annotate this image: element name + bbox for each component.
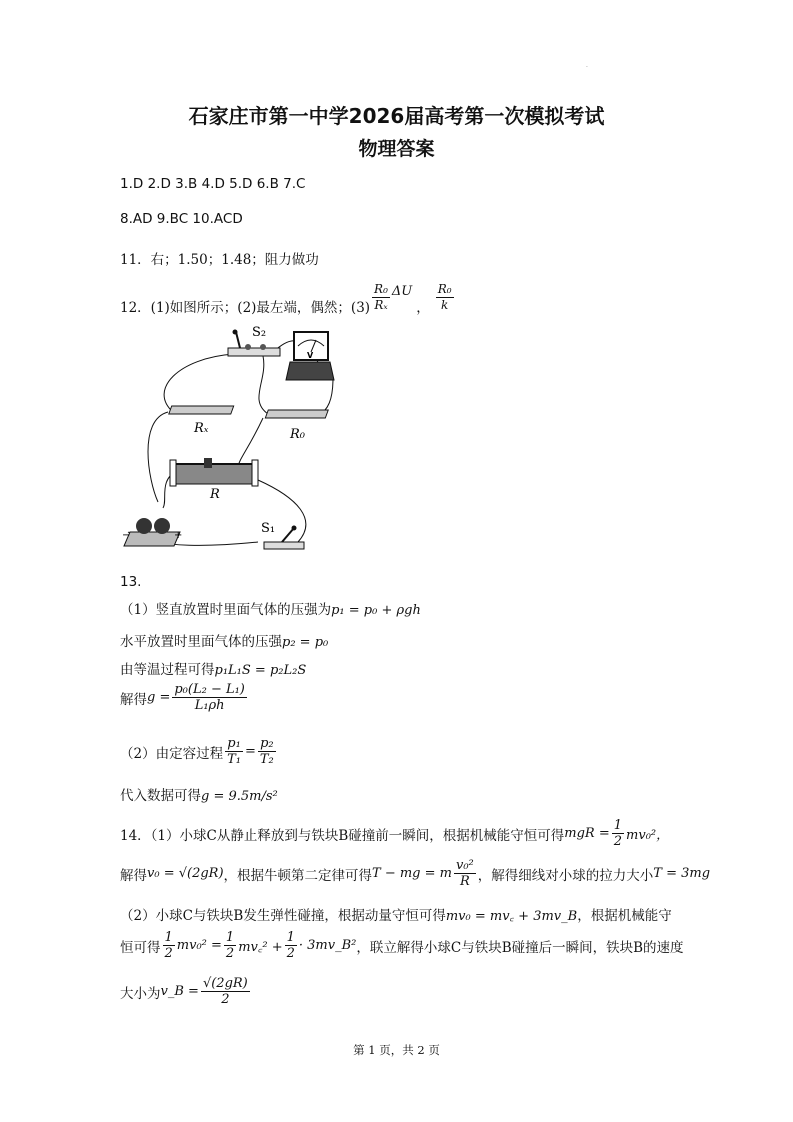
equation: T − mg = m xyxy=(372,866,452,881)
resistor-r0 xyxy=(265,410,328,442)
label-r: R xyxy=(210,487,220,502)
answer-12-sep: ， xyxy=(416,300,430,316)
fraction xyxy=(225,736,243,767)
circuit-diagram xyxy=(118,320,338,556)
wire xyxy=(238,418,263,468)
answer-12-fraction-1 xyxy=(372,282,390,313)
battery-cell xyxy=(154,518,170,534)
text: 恒可得 xyxy=(120,939,161,956)
switch-base xyxy=(228,348,280,356)
equation: mv₀²， xyxy=(626,828,670,843)
text: 由等温过程可得 xyxy=(120,662,215,678)
fraction-numerator: p₀(L₂ − L₁) xyxy=(174,682,245,697)
fraction-denominator: T₁ xyxy=(227,752,241,767)
equation: g = 9.5m/s² xyxy=(201,789,278,804)
page-footer: 第 1 页，共 2 页 xyxy=(353,1043,440,1057)
rheostat-r xyxy=(170,458,258,502)
fraction-numerator: p₂ xyxy=(258,736,276,752)
rheostat-slider xyxy=(204,458,212,468)
text: 解得 xyxy=(120,867,147,884)
answers-mc-2: 8.AD 9.BC 10.ACD xyxy=(120,211,243,227)
label-plus: + xyxy=(174,530,183,541)
fraction-numerator: 1 xyxy=(613,818,623,833)
label-s1: S₁ xyxy=(261,521,276,536)
text: 水平放置时里面气体的压强 xyxy=(120,634,282,650)
fraction xyxy=(285,930,297,961)
fraction-denominator: k xyxy=(441,297,449,312)
battery xyxy=(122,518,182,546)
fraction-denominator: 2 xyxy=(221,992,230,1007)
meter-base xyxy=(286,362,334,380)
q13-line-3 xyxy=(120,658,306,678)
equation: mgR = xyxy=(564,826,610,841)
fraction-numerator: R₀ xyxy=(437,281,452,296)
answer-11: 11．右；1.50；1.48；阻力做功 xyxy=(120,252,319,268)
rheostat-coil xyxy=(174,464,254,484)
fraction-denominator: 2 xyxy=(164,946,173,961)
text: 14．（1）小球C从静止释放到与铁块B碰撞前一瞬间，根据机械能守恒可得 xyxy=(120,827,565,844)
equation: v₀ = √(2gR) xyxy=(147,866,224,881)
switch-knob xyxy=(292,526,297,531)
voltmeter xyxy=(286,332,334,380)
answer-12-fraction-2 xyxy=(436,282,454,313)
equation: mv₀ = mv꜀ + 3mv_B xyxy=(445,909,578,924)
equation: p₁L₁S = p₂L₂S xyxy=(214,663,307,678)
q13-line-6 xyxy=(120,784,278,804)
answer-12-text: 12．(1)如图所示；(2)最左端，偶然；(3) xyxy=(120,300,371,316)
q13-line-1 xyxy=(120,598,421,618)
resistor-board xyxy=(169,406,234,414)
text: 解得 xyxy=(120,691,147,708)
wire xyxy=(164,354,234,412)
fraction-numerator: v₀² xyxy=(456,858,474,873)
q14-line-4 xyxy=(120,930,684,961)
q13-line-5 xyxy=(120,736,278,767)
switch-lever xyxy=(236,332,240,348)
text: ，联立解得小球C与铁块B碰撞后一瞬间，铁块B的速度 xyxy=(356,939,684,956)
fraction xyxy=(612,818,624,849)
q14-line-1 xyxy=(120,818,669,849)
fraction-numerator: R₀ xyxy=(374,281,388,296)
wire xyxy=(259,356,268,414)
page-title: 石家庄市第一中学2026届高考第一次模拟考试 xyxy=(188,104,605,128)
q14-line-5 xyxy=(120,976,252,1007)
fraction-denominator: Rₓ xyxy=(374,297,388,312)
fraction-denominator: 2 xyxy=(225,946,235,961)
fraction-denominator: T₂ xyxy=(259,752,274,767)
answer-12-delta-u: ΔU xyxy=(391,283,413,299)
equation: p₁ = p₀ + ρgh xyxy=(331,603,421,618)
rheostat-end xyxy=(252,460,258,486)
fraction-numerator: p₁ xyxy=(225,736,243,752)
label-minus: − xyxy=(122,530,131,541)
q13-line-4 xyxy=(120,682,249,713)
fraction-denominator: 2 xyxy=(286,946,295,961)
switch-base xyxy=(264,542,304,549)
text: 代入数据可得 xyxy=(120,788,201,804)
equation: g = xyxy=(147,690,171,705)
label-s2: S₂ xyxy=(252,325,267,340)
text: ，根据牛顿第二定律可得 xyxy=(223,867,373,884)
switch-s2 xyxy=(228,325,280,356)
switch-lever xyxy=(282,528,294,542)
resistor-rx xyxy=(169,406,234,436)
fraction-numerator: 1 xyxy=(286,930,295,945)
rheostat-end xyxy=(170,460,176,486)
fraction-numerator: √(2gR) xyxy=(202,976,248,991)
fraction xyxy=(172,682,247,713)
q14-line-3 xyxy=(120,904,672,924)
fraction-denominator: 2 xyxy=(613,834,623,849)
fraction-numerator: 1 xyxy=(164,930,173,945)
text: ，根据机械能守 xyxy=(577,908,672,924)
resistor-board xyxy=(265,410,328,418)
fraction-denominator: L₁ρh xyxy=(194,698,225,713)
equation: T = 3mg xyxy=(653,866,711,881)
text: （2）由定容过程 xyxy=(120,745,224,762)
text: （2）小球C与铁块B发生弹性碰撞，根据动量守恒可得 xyxy=(120,908,446,924)
switch-knob xyxy=(233,330,238,335)
fraction xyxy=(163,930,175,961)
fraction xyxy=(201,976,250,1007)
terminal xyxy=(260,344,266,350)
answers-mc-1: 1.D 2.D 3.B 4.D 5.D 6.B 7.C xyxy=(120,176,306,192)
corner-dot: · xyxy=(586,64,588,71)
equals: = xyxy=(244,744,256,759)
battery-cell xyxy=(136,518,152,534)
label-r0: R₀ xyxy=(290,427,305,442)
page-subtitle: 物理答案 xyxy=(358,138,435,160)
switch-s1 xyxy=(261,521,304,549)
question-13-head: 13. xyxy=(120,574,142,590)
equation: p₂ = p₀ xyxy=(282,635,329,650)
equation: v_B = xyxy=(160,984,199,999)
text: ，解得细线对小球的拉力大小 xyxy=(477,867,654,884)
fraction xyxy=(224,930,236,961)
fraction-denominator: R xyxy=(459,874,470,889)
equation: mv₀² = xyxy=(176,938,222,953)
terminal xyxy=(245,344,251,350)
q13-line-2 xyxy=(120,630,328,650)
answer-12 xyxy=(120,278,456,316)
text: 大小为 xyxy=(120,985,161,1002)
fraction-numerator: 1 xyxy=(225,930,235,945)
equation: mv꜀² + xyxy=(238,939,283,955)
label-v: V xyxy=(307,351,314,360)
text: （1）竖直放置时里面气体的压强为 xyxy=(120,602,332,618)
label-rx: Rₓ xyxy=(194,421,209,436)
fraction xyxy=(454,858,476,889)
equation: · 3mv_B² xyxy=(298,938,357,953)
fraction xyxy=(258,736,276,767)
battery-base xyxy=(124,530,183,546)
q14-line-2 xyxy=(120,858,710,889)
